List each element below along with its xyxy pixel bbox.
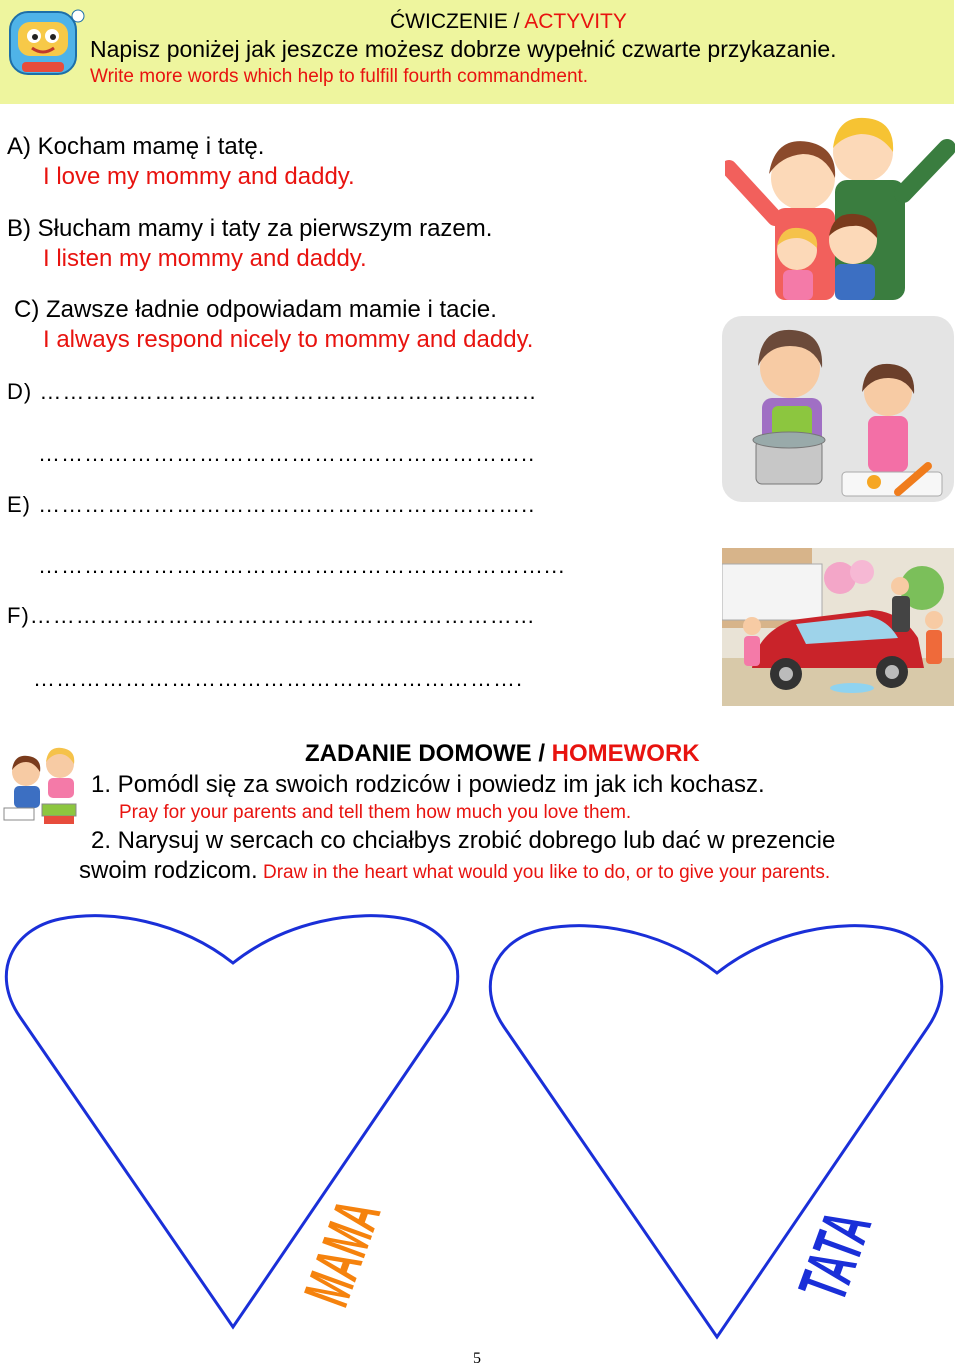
homework-task1-en: Pray for your parents and tell them how much you love them. xyxy=(119,802,632,823)
item-a-en: I love my mommy and daddy. xyxy=(43,163,355,190)
backpack-mascot-illustration xyxy=(2,2,86,80)
blank-line-d1[interactable]: D) ……………………………………………………….. xyxy=(7,379,537,404)
homework-task1-pl: 1. Pomódl się za swoich rodziców i powiedz im jak ich kochasz. xyxy=(91,771,765,798)
homework-title xyxy=(305,740,700,768)
item-b-pl: B) Słucham mamy i taty za pierwszym razem. xyxy=(7,215,493,242)
hearts-drawing-area xyxy=(0,905,960,1345)
kids-reading-illustration xyxy=(0,742,90,826)
item-c-pl: C) Zawsze ładnie odpowiadam mamie i tacie. xyxy=(14,296,497,323)
item-c-en: I always respond nicely to mommy and daddy. xyxy=(43,326,534,353)
homework-task2-en: Draw in the heart what would you like to do, or to give your parents. xyxy=(257,862,831,883)
item-b-en: I listen my mommy and daddy. xyxy=(43,245,367,272)
homework-title-en: HOMEWORK xyxy=(551,740,700,767)
header-title xyxy=(390,10,627,34)
family-illustration xyxy=(725,108,955,300)
header-instruction-en: Write more words which help to fulfill fourth commandment. xyxy=(90,66,589,87)
header-title-en: ACTYVITY xyxy=(524,10,627,33)
header-instruction-pl: Napisz poniżej jak jeszcze możesz dobrze wypełnić czwarte przykazanie. xyxy=(90,36,837,62)
item-a-pl: A) Kocham mamę i tatę. xyxy=(7,133,265,160)
page-number: 5 xyxy=(473,1350,481,1367)
car-wash-illustration xyxy=(722,548,954,706)
heart-left-outline[interactable] xyxy=(6,916,457,1327)
heart-right-outline[interactable] xyxy=(490,926,941,1337)
header-title-pl: ĆWICZENIE / xyxy=(390,10,525,33)
blank-line-d2[interactable]: ……………………………………………………….. xyxy=(38,441,536,466)
blank-line-f1[interactable]: F)………………………………………………………… xyxy=(7,603,536,628)
homework-title-pl: ZADANIE DOMOWE / xyxy=(305,740,552,767)
blank-line-e2[interactable]: …………………………………………………………... xyxy=(38,553,566,578)
homework-task2-line2 xyxy=(79,857,830,885)
homework-task2-pl: 2. Narysuj w sercach co chciałbys zrobić dobrego lub dać w prezencie xyxy=(91,827,836,854)
blank-line-e1[interactable]: E) ……………………………………………………….. xyxy=(7,492,536,517)
cooking-illustration xyxy=(722,316,954,502)
homework-task2-pl-b: swoim rodzicom. xyxy=(79,857,258,884)
heart-left-label: MAMA xyxy=(289,1190,395,1315)
blank-line-f2[interactable]: ………………………………………………………. xyxy=(33,666,524,691)
heart-right-label: TATA xyxy=(784,1201,887,1311)
